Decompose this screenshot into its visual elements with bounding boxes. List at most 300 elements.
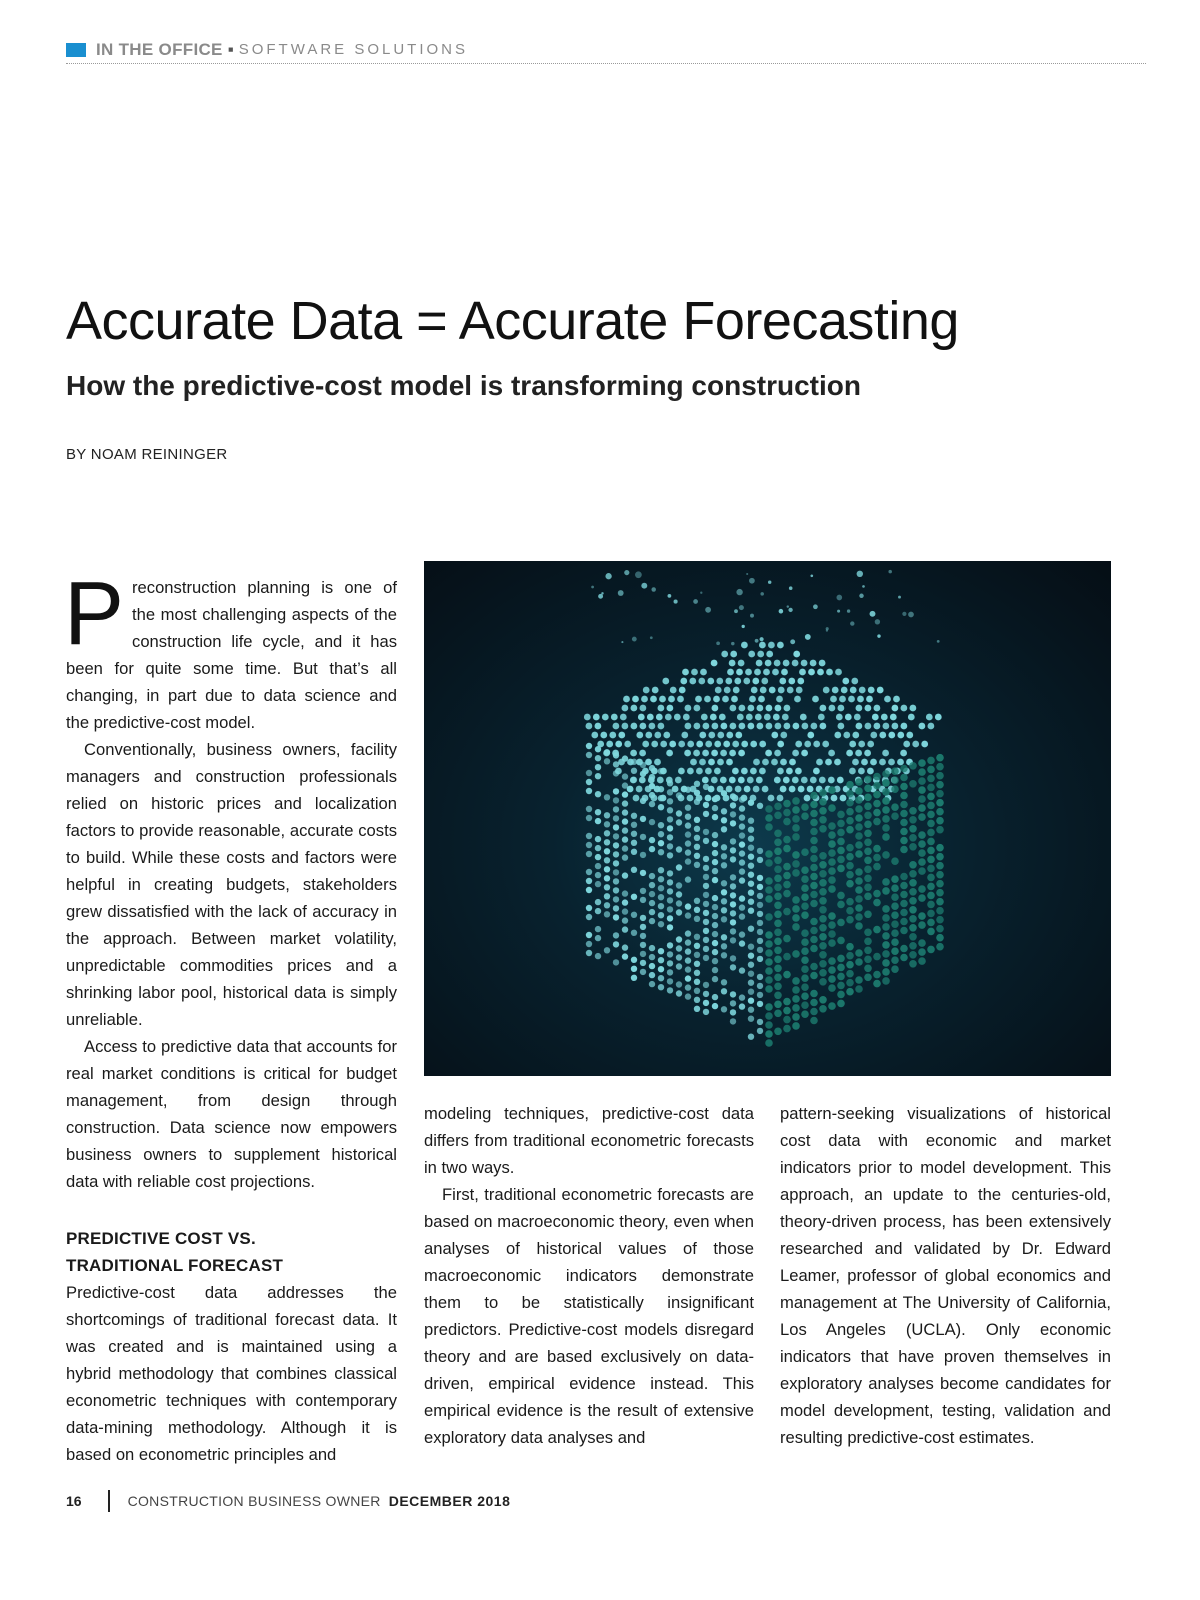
cube-dot — [622, 872, 628, 878]
cube-dot — [622, 890, 628, 896]
cube-dot — [765, 1003, 773, 1011]
cube-dot — [927, 928, 935, 936]
cube-dot — [618, 732, 625, 739]
cube-dot — [694, 853, 700, 859]
cube-dot — [703, 901, 709, 907]
cube-dot — [783, 836, 791, 844]
cube-dot — [683, 714, 690, 721]
cube-dot — [846, 988, 854, 996]
cube-dot — [654, 759, 661, 766]
cube-dot — [640, 942, 646, 948]
cube-dot — [631, 894, 637, 900]
cube-dot — [586, 878, 592, 884]
cube-dot — [757, 992, 763, 998]
cube-dot — [631, 912, 637, 918]
cube-dot — [730, 901, 736, 907]
cube-dot — [639, 750, 646, 757]
cube-dot — [712, 1003, 718, 1009]
cube-dot — [835, 669, 842, 676]
cube-dot — [859, 594, 863, 598]
cube-dot — [768, 795, 775, 802]
cube-dot — [909, 906, 917, 914]
cube-dot — [801, 848, 809, 856]
cube-dot — [640, 705, 647, 712]
cube-dot — [900, 954, 908, 962]
cube-dot — [631, 822, 637, 828]
cube-dot — [716, 641, 720, 645]
cube-dot — [912, 741, 919, 748]
cube-dot — [864, 857, 872, 865]
cube-dot — [738, 660, 745, 667]
cube-dot — [837, 892, 845, 900]
paragraph: modeling techniques, predictive-cost data differs from traditional econometric forecasts in two ways. — [424, 1104, 754, 1177]
cube-dot — [757, 884, 763, 890]
cube-dot — [739, 850, 745, 856]
cube-dot — [700, 669, 707, 676]
cube-dot — [838, 705, 845, 712]
cube-dot — [775, 705, 782, 712]
cube-dot — [900, 837, 908, 845]
cube-dot — [595, 854, 601, 860]
cube-dot — [807, 786, 814, 793]
cube-dot — [742, 625, 745, 628]
cube-dot — [635, 571, 642, 578]
cube-dot — [658, 723, 665, 730]
cube-dot — [909, 888, 917, 896]
cube-dot — [936, 871, 944, 879]
cube-dot — [893, 696, 900, 703]
cube-dot — [667, 951, 673, 957]
cube-dot — [679, 687, 686, 694]
cube-dot — [748, 953, 754, 959]
cube-dot — [667, 816, 673, 822]
cube-dot — [879, 759, 886, 766]
cube-dot — [900, 918, 908, 926]
cube-dot — [649, 819, 655, 825]
cube-dot — [765, 823, 773, 831]
cube-dot — [900, 891, 908, 899]
cube-dot — [713, 696, 720, 703]
cube-dot — [765, 1039, 773, 1047]
cube-dot — [810, 792, 818, 800]
cube-dot — [613, 806, 619, 812]
cube-dot — [666, 750, 673, 757]
cube-dot — [774, 812, 782, 820]
cube-dot — [909, 843, 917, 851]
cube-dot — [721, 943, 727, 949]
cube-dot — [819, 951, 827, 959]
cube-dot — [792, 777, 799, 784]
cube-dot — [703, 874, 709, 880]
cube-dot — [765, 967, 773, 975]
cube-dot — [721, 790, 727, 796]
cube-dot — [665, 714, 672, 721]
cube-dot — [721, 952, 727, 958]
cube-dot — [586, 752, 592, 758]
cube-dot — [748, 863, 754, 869]
cube-dot — [774, 839, 782, 847]
cube-dot — [649, 900, 655, 906]
cube-dot — [712, 814, 718, 820]
cube-dot — [748, 705, 755, 712]
cube-dot — [739, 805, 745, 811]
cube-dot — [819, 861, 827, 869]
cube-dot — [873, 854, 881, 862]
cube-dot — [676, 846, 682, 852]
cube-dot — [792, 923, 800, 931]
cube-dot — [900, 945, 908, 953]
cube-dot — [649, 891, 655, 897]
cube-dot — [936, 853, 944, 861]
cube-dot — [783, 971, 791, 979]
cube-dot — [867, 768, 874, 775]
cube-dot — [774, 920, 782, 928]
cube-dot — [794, 696, 801, 703]
cube-dot — [801, 911, 809, 919]
cube-dot — [787, 605, 789, 607]
cube-dot — [694, 723, 701, 730]
cube-dot — [636, 732, 643, 739]
cube-dot — [891, 776, 899, 784]
cube-dot — [750, 614, 754, 618]
cube-dot — [685, 984, 691, 990]
cube-dot — [882, 923, 890, 931]
cube-dot — [855, 841, 863, 849]
cube-dot — [891, 938, 899, 946]
cube-dot — [774, 777, 781, 784]
cube-dot — [771, 759, 778, 766]
cube-dot — [900, 819, 908, 827]
cube-dot — [789, 786, 796, 793]
cube-dot — [721, 826, 727, 832]
cube-dot — [810, 873, 818, 881]
cube-dot — [819, 789, 827, 797]
cube-dot — [936, 934, 944, 942]
cube-dot — [631, 966, 637, 972]
cube-dot — [834, 759, 841, 766]
cube-dot — [685, 849, 691, 855]
cube-dot — [685, 831, 691, 837]
cube-dot — [918, 795, 926, 803]
cube-dot — [873, 926, 881, 934]
cube-dot — [909, 897, 917, 905]
cube-dot — [819, 807, 827, 815]
cube-dot — [755, 714, 762, 721]
cube-dot — [810, 574, 813, 577]
cube-dot — [909, 870, 917, 878]
cube-dot — [900, 774, 908, 782]
cube-dot — [649, 873, 655, 879]
cube-dot — [927, 919, 935, 927]
cube-dot — [846, 853, 854, 861]
cube-dot — [927, 847, 935, 855]
cube-dot — [802, 723, 809, 730]
cube-dot — [866, 696, 873, 703]
cube-dot — [792, 1022, 800, 1030]
cube-dot — [689, 678, 696, 685]
cube-dot — [622, 723, 629, 730]
cube-dot — [855, 796, 863, 804]
cube-dot — [846, 979, 854, 987]
cube-dot — [796, 687, 803, 694]
cube-dot — [801, 938, 809, 946]
cube-dot — [586, 788, 592, 794]
cube-dot — [910, 705, 917, 712]
cube-dot — [909, 924, 917, 932]
cube-dot — [586, 950, 592, 956]
cube-dot — [819, 852, 827, 860]
cube-dot — [703, 802, 709, 808]
cube-dot — [777, 795, 784, 802]
cube-dot — [739, 814, 745, 820]
cube-dot — [846, 880, 854, 888]
cube-dot — [658, 975, 664, 981]
cube-dot — [864, 839, 872, 847]
cube-dot — [621, 641, 623, 643]
cube-dot — [658, 786, 664, 792]
cube-dot — [685, 876, 691, 882]
cube-dot — [783, 809, 791, 817]
cube-dot — [843, 732, 850, 739]
cube-dot — [828, 822, 836, 830]
cube-dot — [711, 660, 718, 667]
cube-dot — [774, 1028, 782, 1036]
cube-dot — [613, 914, 619, 920]
section-color-mark — [66, 43, 86, 57]
cube-dot — [739, 940, 745, 946]
paragraph: Conventionally, business owners, facility managers and construction professionals relied on historic prices and localization factors to provide reasonable, accurate costs to build. While these costs and factors were helpful in creating budgets, stakeholders grew dissatisfied with the lack of accuracy in the approach. Between market volatility, unpredictable commodities prices and a shrinking labor pool, historical data is simply unreliable. — [66, 740, 397, 1029]
cube-dot — [760, 592, 764, 596]
cube-dot — [801, 974, 809, 982]
cube-dot — [810, 660, 817, 667]
cube-dot — [783, 777, 790, 784]
cube-dot — [604, 947, 610, 953]
cube-dot — [712, 705, 719, 712]
cube-dot — [810, 1008, 818, 1016]
cube-dot — [765, 805, 773, 813]
cube-dot — [936, 781, 944, 789]
cube-dot — [765, 931, 773, 939]
cube-dot — [712, 895, 718, 901]
cube-dot — [846, 781, 854, 789]
cube-dot — [631, 813, 637, 819]
cube-dot — [586, 743, 592, 749]
cube-dot — [780, 759, 787, 766]
cube-dot — [765, 985, 773, 993]
cube-dot — [622, 800, 628, 806]
cube-dot — [846, 952, 854, 960]
cube-dot — [819, 960, 827, 968]
cube-dot — [645, 732, 652, 739]
cube-dot — [721, 934, 727, 940]
cube-dot — [600, 732, 607, 739]
cube-dot — [828, 966, 836, 974]
cube-dot — [667, 969, 673, 975]
cube-dot — [936, 790, 944, 798]
cube-dot — [766, 651, 773, 658]
cube-dot — [882, 797, 890, 805]
cube-dot — [801, 1010, 809, 1018]
cube-dot — [836, 714, 843, 721]
cube-dot — [822, 741, 829, 748]
cube-dot — [640, 897, 646, 903]
cube-dot — [807, 732, 814, 739]
cube-dot — [757, 893, 763, 899]
cube-dot — [891, 902, 899, 910]
cube-dot — [854, 714, 861, 721]
cube-dot — [613, 896, 619, 902]
paragraph: First, traditional econometric forecasts are based on macroeconomic theory, even when analyses of historical values of those macroeconomic indicators demonstrate them to be statistically insignificant predictors. Predictive-cost models disregard theory and are based exclusively on data-driven, empirical evidence instead. This empirical evidence is the result of extensive exploratory data analyses and — [424, 1185, 754, 1447]
cube-dot — [901, 723, 908, 730]
cube-dot — [703, 1000, 709, 1006]
cube-dot — [909, 942, 917, 950]
cube-dot — [633, 795, 640, 802]
cube-dot — [918, 921, 926, 929]
cube-dot — [859, 687, 866, 694]
cube-dot — [936, 907, 944, 915]
issue-date: DECEMBER 2018 — [388, 1493, 511, 1509]
cube-dot — [813, 604, 818, 609]
cube-dot — [772, 669, 779, 676]
cube-dot — [711, 750, 718, 757]
cube-dot — [753, 786, 760, 793]
cube-dot — [748, 881, 754, 887]
cube-dot — [792, 905, 800, 913]
cube-dot — [712, 832, 718, 838]
cube-dot — [695, 696, 702, 703]
cube-dot — [678, 768, 685, 775]
cube-dot — [801, 660, 808, 667]
cube-dot — [613, 869, 619, 875]
cube-dot — [682, 669, 689, 676]
cube-dot — [864, 750, 871, 757]
cube-dot — [765, 886, 773, 894]
cube-dot — [864, 947, 872, 955]
cube-dot — [640, 924, 646, 930]
cube-dot — [801, 875, 809, 883]
cube-dot — [586, 941, 592, 947]
cube-dot — [631, 930, 637, 936]
article-subtitle: How the predictive-cost model is transforming construction — [66, 370, 861, 401]
cube-dot — [698, 678, 705, 685]
cube-dot — [748, 872, 754, 878]
article-column-2 — [424, 1100, 754, 1451]
cube-dot — [658, 804, 664, 810]
cube-dot — [868, 687, 875, 694]
cube-dot — [606, 741, 613, 748]
cube-dot — [901, 705, 908, 712]
cube-dot — [783, 800, 791, 808]
cube-dot — [640, 798, 646, 804]
cube-dot — [739, 605, 744, 610]
cube-dot — [927, 811, 935, 819]
cube-dot — [792, 797, 800, 805]
cube-dot — [676, 936, 682, 942]
cube-dot — [604, 794, 610, 800]
cube-dot — [748, 998, 754, 1004]
cube-dot — [595, 791, 601, 797]
cube-dot — [667, 960, 673, 966]
cube-dot — [810, 837, 818, 845]
cube-dot — [618, 590, 624, 596]
cube-dot — [788, 608, 792, 612]
cube-dot — [647, 714, 654, 721]
cube-dot — [875, 619, 880, 624]
cube-dot — [748, 800, 754, 806]
cube-dot — [918, 777, 926, 785]
cube-dot — [759, 768, 766, 775]
cube-dot — [676, 900, 682, 906]
byline: BY NOAM REININGER — [66, 446, 228, 463]
cube-dot — [595, 773, 601, 779]
cube-dot — [691, 669, 698, 676]
cube-dot — [749, 696, 756, 703]
cube-dot — [595, 863, 601, 869]
cube-dot — [768, 580, 771, 583]
cube-dot — [758, 696, 765, 703]
cube-dot — [783, 908, 791, 916]
cube-dot — [801, 812, 809, 820]
cube-dot — [864, 893, 872, 901]
cube-dot — [855, 877, 863, 885]
cube-dot — [774, 750, 781, 757]
cube-dot — [765, 859, 773, 867]
cube-dot — [850, 621, 854, 625]
cube-dot — [783, 953, 791, 961]
cube-dot — [676, 882, 682, 888]
cube-dot — [864, 812, 872, 820]
footer-divider — [108, 1490, 110, 1512]
cube-dot — [855, 850, 863, 858]
cube-dot — [874, 723, 881, 730]
cube-dot — [846, 943, 854, 951]
cube-dot — [909, 780, 917, 788]
cube-dot — [730, 928, 736, 934]
cube-dot — [656, 714, 663, 721]
cube-dot — [703, 723, 710, 730]
cube-dot — [604, 749, 610, 755]
cube-dot — [813, 768, 820, 775]
cube-dot — [694, 970, 700, 976]
cube-dot — [611, 714, 618, 721]
cube-dot — [730, 793, 736, 799]
cube-dot — [788, 678, 795, 685]
cube-dot — [879, 732, 886, 739]
cube-dot — [721, 651, 728, 658]
cube-dot — [738, 777, 745, 784]
cube-dot — [694, 844, 700, 850]
cube-dot — [936, 943, 944, 951]
cube-dot — [810, 918, 818, 926]
cube-dot — [721, 862, 727, 868]
cube-dot — [801, 866, 809, 874]
cube-dot — [882, 968, 890, 976]
cube-dot — [604, 893, 610, 899]
cube-dot — [694, 790, 700, 796]
cube-dot — [667, 987, 673, 993]
cube-dot — [855, 913, 863, 921]
cube-dot — [864, 965, 872, 973]
cube-dot — [855, 823, 863, 831]
cube-dot — [704, 696, 711, 703]
cube-dot — [927, 901, 935, 909]
cube-dot — [694, 898, 700, 904]
cube-dot — [873, 845, 881, 853]
cube-dot — [816, 759, 823, 766]
cube-dot — [613, 770, 619, 776]
cube-dot — [837, 964, 845, 972]
cube-dot — [696, 768, 703, 775]
